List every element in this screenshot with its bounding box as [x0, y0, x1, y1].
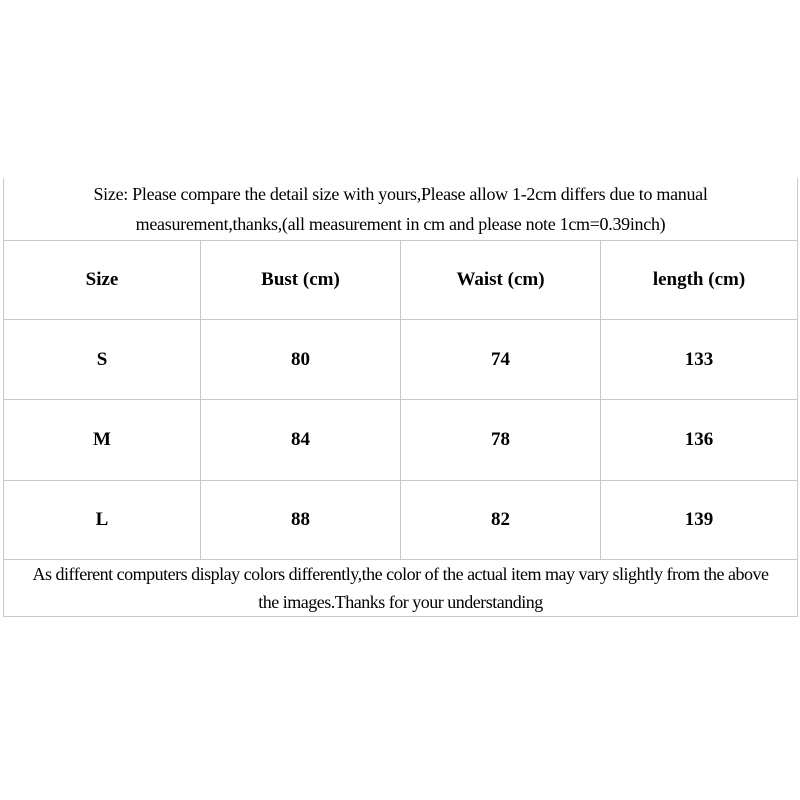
row-s-length: 133 [601, 320, 798, 400]
color-disclaimer-row [4, 560, 798, 617]
row-s-waist: 74 [401, 320, 601, 400]
measurement-note-line2: measurement,thanks,(all measurement in cm and please note 1cm=0.39inch) [135, 214, 666, 234]
measurement-note [4, 178, 798, 241]
row-m-bust: 84 [201, 400, 401, 481]
color-disclaimer [4, 560, 798, 617]
row-s-size: S [4, 320, 201, 400]
table-row-s [4, 320, 798, 400]
row-l-length: 139 [601, 481, 798, 560]
header-length: length (cm) [601, 241, 798, 320]
size-table-header-row [4, 241, 798, 320]
row-l-bust: 88 [201, 481, 401, 560]
table-row-m [4, 400, 798, 481]
header-size: Size [4, 241, 201, 320]
size-chart-table [3, 178, 798, 617]
header-waist: Waist (cm) [401, 241, 601, 320]
row-s-bust: 80 [201, 320, 401, 400]
color-disclaimer-line2: the images.Thanks for your understanding [258, 592, 543, 612]
row-m-size: M [4, 400, 201, 481]
measurement-note-line1: Size: Please compare the detail size with yours,Please allow 1-2cm differs due to manual [93, 184, 708, 204]
row-m-waist: 78 [401, 400, 601, 481]
row-l-waist: 82 [401, 481, 601, 560]
color-disclaimer-line1: As different computers display colors differently,the color of the actual item may vary slightly from the above [32, 564, 769, 584]
measurement-note-row [4, 178, 798, 241]
header-bust: Bust (cm) [201, 241, 401, 320]
row-m-length: 136 [601, 400, 798, 481]
row-l-size: L [4, 481, 201, 560]
table-row-l [4, 481, 798, 560]
